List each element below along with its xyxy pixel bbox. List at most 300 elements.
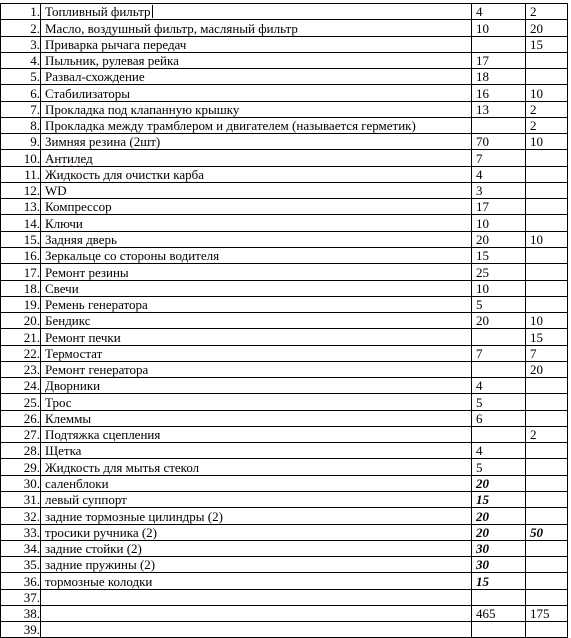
- amount-1-cell[interactable]: [472, 426, 526, 442]
- table-row: [1, 557, 568, 573]
- row-number-cell[interactable]: [1, 182, 41, 198]
- table-row: [1, 540, 568, 556]
- item-name-cell[interactable]: [41, 589, 472, 605]
- row-number: 12.: [23, 183, 40, 199]
- row-number: 2.: [30, 20, 40, 36]
- row-number: 18.: [23, 280, 40, 296]
- item-name-cell[interactable]: [41, 540, 472, 556]
- amount-2-cell[interactable]: [526, 622, 568, 638]
- amount-1: 4: [476, 443, 483, 459]
- row-number-cell[interactable]: [1, 589, 41, 605]
- amount-2-cell[interactable]: [526, 459, 568, 475]
- amount-1: 16: [476, 85, 489, 101]
- amount-1-cell[interactable]: [472, 475, 526, 491]
- item-name-cell[interactable]: [41, 199, 472, 215]
- row-number: 37.: [23, 589, 40, 605]
- table-row: [1, 329, 568, 345]
- item-name: Бендикс: [45, 313, 91, 329]
- item-name-cell[interactable]: [41, 329, 472, 345]
- row-number: 20.: [23, 313, 40, 329]
- row-number: 1.: [30, 4, 40, 20]
- amount-2-cell[interactable]: [526, 150, 568, 166]
- item-name-cell[interactable]: [41, 52, 472, 68]
- item-name: Ремень генератора: [45, 297, 148, 313]
- amount-1: 7: [476, 345, 483, 361]
- item-name: тросики ручника (2): [45, 524, 157, 540]
- row-number: 32.: [23, 508, 40, 524]
- amount-2-cell[interactable]: [526, 426, 568, 442]
- table-row: [1, 199, 568, 215]
- amount-2-cell[interactable]: [526, 540, 568, 556]
- amount-2: 2: [530, 4, 537, 20]
- row-number: 26.: [23, 410, 40, 426]
- amount-2-cell[interactable]: [526, 280, 568, 296]
- table-row: [1, 296, 568, 312]
- amount-1-cell[interactable]: [472, 20, 526, 36]
- item-name: саленблоки: [45, 475, 109, 491]
- row-number: 36.: [23, 573, 40, 589]
- amount-2: 20: [530, 20, 543, 36]
- amount-1-cell[interactable]: [472, 410, 526, 426]
- row-number: 39.: [23, 622, 40, 638]
- amount-2-cell[interactable]: [526, 524, 568, 540]
- row-number-cell[interactable]: [1, 345, 41, 361]
- amount-1-cell[interactable]: [472, 134, 526, 150]
- item-name-cell[interactable]: [41, 231, 472, 247]
- amount-1-cell[interactable]: [472, 231, 526, 247]
- amount-2-cell[interactable]: [526, 231, 568, 247]
- row-number-cell[interactable]: [1, 4, 41, 20]
- item-name-cell[interactable]: [41, 36, 472, 52]
- item-name-cell[interactable]: [41, 69, 472, 85]
- amount-1: 15: [476, 492, 489, 508]
- item-name: WD: [45, 183, 67, 199]
- item-name-cell[interactable]: [41, 20, 472, 36]
- table-row: [1, 247, 568, 263]
- row-number-cell[interactable]: [1, 508, 41, 524]
- amount-2-cell[interactable]: [526, 345, 568, 361]
- row-number: 31.: [23, 492, 40, 508]
- amount-1: 15: [476, 573, 489, 589]
- table-body: [1, 4, 568, 638]
- item-name: Приварка рычага передач: [45, 36, 187, 52]
- row-number-cell[interactable]: [1, 605, 41, 621]
- item-name: Жидкость для очистки карба: [45, 166, 205, 182]
- item-name: Задняя дверь: [45, 231, 117, 247]
- row-number-cell[interactable]: [1, 557, 41, 573]
- row-number-cell[interactable]: [1, 280, 41, 296]
- amount-2-cell[interactable]: [526, 589, 568, 605]
- amount-2: 2: [530, 427, 537, 443]
- amount-1-cell[interactable]: [472, 394, 526, 410]
- amount-1: 465: [476, 606, 496, 622]
- table-row: [1, 475, 568, 491]
- item-name-cell[interactable]: [41, 557, 472, 573]
- item-name: Ключи: [45, 215, 83, 231]
- text-cursor: [152, 5, 153, 18]
- row-number-cell[interactable]: [1, 117, 41, 133]
- amount-2-cell[interactable]: [526, 378, 568, 394]
- table-row: [1, 410, 568, 426]
- row-number-cell[interactable]: [1, 459, 41, 475]
- amount-1-cell[interactable]: [472, 313, 526, 329]
- table-row: [1, 459, 568, 475]
- row-number: 15.: [23, 231, 40, 247]
- amount-1: 15: [476, 248, 489, 264]
- amount-2-cell[interactable]: [526, 443, 568, 459]
- amount-2-cell[interactable]: [526, 508, 568, 524]
- item-name: Стабилизаторы: [45, 85, 130, 101]
- item-name-cell[interactable]: [41, 605, 472, 621]
- amount-1-cell[interactable]: [472, 540, 526, 556]
- amount-1: 3: [476, 183, 483, 199]
- item-name: Ремонт резины: [45, 264, 129, 280]
- amount-1-cell[interactable]: [472, 345, 526, 361]
- amount-2-cell[interactable]: [526, 36, 568, 52]
- row-number-cell[interactable]: [1, 69, 41, 85]
- row-number-cell[interactable]: [1, 443, 41, 459]
- amount-1: 4: [476, 378, 483, 394]
- amount-1: 20: [476, 524, 489, 540]
- table-row: [1, 524, 568, 540]
- item-name-cell[interactable]: [41, 345, 472, 361]
- table-row: [1, 280, 568, 296]
- row-number: 11.: [24, 166, 40, 182]
- item-name: Клеммы: [45, 410, 92, 426]
- item-name-cell[interactable]: [41, 296, 472, 312]
- amount-2-cell[interactable]: [526, 134, 568, 150]
- amount-1-cell[interactable]: [472, 459, 526, 475]
- amount-2-cell[interactable]: [526, 52, 568, 68]
- item-name: задние тормозные цилиндры (2): [45, 508, 223, 524]
- item-name-cell[interactable]: [41, 4, 472, 20]
- amount-2: 2: [530, 101, 537, 117]
- amount-2-cell[interactable]: [526, 296, 568, 312]
- item-name-cell[interactable]: [41, 491, 472, 507]
- row-number: 17.: [23, 264, 40, 280]
- amount-2-cell[interactable]: [526, 247, 568, 263]
- amount-2-cell[interactable]: [526, 101, 568, 117]
- row-number-cell[interactable]: [1, 524, 41, 540]
- row-number: 25.: [23, 394, 40, 410]
- row-number: 4.: [30, 53, 40, 69]
- item-name-cell[interactable]: [41, 443, 472, 459]
- amount-1-cell[interactable]: [472, 524, 526, 540]
- item-name-cell[interactable]: [41, 410, 472, 426]
- amount-1-cell[interactable]: [472, 150, 526, 166]
- item-name-cell[interactable]: [41, 182, 472, 198]
- item-name-cell[interactable]: [41, 247, 472, 263]
- table-row: [1, 20, 568, 36]
- amount-2: 15: [530, 329, 543, 345]
- amount-1-cell[interactable]: [472, 280, 526, 296]
- item-name-cell[interactable]: [41, 573, 472, 589]
- row-number: 9.: [30, 134, 40, 150]
- row-number-cell[interactable]: [1, 426, 41, 442]
- amount-1: 5: [476, 297, 483, 313]
- amount-1-cell[interactable]: [472, 182, 526, 198]
- amount-2: 15: [530, 36, 543, 52]
- amount-2: 2: [530, 118, 537, 134]
- amount-2-cell[interactable]: [526, 215, 568, 231]
- row-number-cell[interactable]: [1, 410, 41, 426]
- row-number-cell[interactable]: [1, 475, 41, 491]
- item-name-cell[interactable]: [41, 85, 472, 101]
- amount-2: 20: [530, 362, 543, 378]
- table-row: [1, 313, 568, 329]
- item-name: Развал-схождение: [45, 69, 145, 85]
- row-number: 28.: [23, 443, 40, 459]
- row-number-cell[interactable]: [1, 540, 41, 556]
- amount-2-cell[interactable]: [526, 573, 568, 589]
- item-name-cell[interactable]: [41, 313, 472, 329]
- item-name: тормозные колодки: [45, 573, 153, 589]
- amount-1: 70: [476, 134, 489, 150]
- row-number-cell[interactable]: [1, 394, 41, 410]
- item-name: левый суппорт: [45, 492, 127, 508]
- row-number-cell[interactable]: [1, 491, 41, 507]
- table-row: [1, 231, 568, 247]
- amount-1: 6: [476, 410, 483, 426]
- item-name-cell[interactable]: [41, 264, 472, 280]
- amount-2-cell[interactable]: [526, 166, 568, 182]
- table-row: [1, 491, 568, 507]
- amount-2-cell[interactable]: [526, 491, 568, 507]
- row-number-cell[interactable]: [1, 85, 41, 101]
- item-name: Жидкость для мытья стекол: [45, 459, 200, 475]
- item-name-cell[interactable]: [41, 101, 472, 117]
- row-number-cell[interactable]: [1, 134, 41, 150]
- amount-2-cell[interactable]: [526, 69, 568, 85]
- item-name: Масло, воздушный фильтр, масляный фильтр: [45, 20, 298, 36]
- amount-1-cell[interactable]: [472, 199, 526, 215]
- amount-1-cell[interactable]: [472, 329, 526, 345]
- table-row: [1, 573, 568, 589]
- item-name-cell[interactable]: [41, 280, 472, 296]
- row-number: 16.: [23, 248, 40, 264]
- item-name: Ремонт печки: [45, 329, 121, 345]
- amount-1-cell[interactable]: [472, 605, 526, 621]
- amount-2: 10: [530, 231, 543, 247]
- row-number-cell[interactable]: [1, 36, 41, 52]
- amount-1: 4: [476, 4, 483, 20]
- table-row: [1, 605, 568, 621]
- row-number: 10.: [23, 150, 40, 166]
- row-number: 6.: [30, 85, 40, 101]
- table-row: [1, 101, 568, 117]
- item-name: задние стойки (2): [45, 541, 142, 557]
- item-name-cell[interactable]: [41, 166, 472, 182]
- row-number-cell[interactable]: [1, 329, 41, 345]
- row-number-cell[interactable]: [1, 52, 41, 68]
- item-name: Топливный фильтр: [45, 4, 151, 20]
- amount-2: 10: [530, 313, 543, 329]
- row-number-cell[interactable]: [1, 622, 41, 638]
- amount-1: 20: [476, 508, 489, 524]
- row-number: 33.: [23, 524, 40, 540]
- table-row: [1, 182, 568, 198]
- amount-2-cell[interactable]: [526, 117, 568, 133]
- row-number: 24.: [23, 378, 40, 394]
- amount-2-cell[interactable]: [526, 182, 568, 198]
- row-number: 7.: [30, 101, 40, 117]
- amount-2: 7: [530, 345, 537, 361]
- row-number: 3.: [30, 36, 40, 52]
- item-name-cell[interactable]: [41, 378, 472, 394]
- amount-2-cell[interactable]: [526, 199, 568, 215]
- amount-1-cell[interactable]: [472, 296, 526, 312]
- table-row: [1, 622, 568, 638]
- amount-1-cell[interactable]: [472, 166, 526, 182]
- amount-2: 175: [530, 606, 550, 622]
- table-row: [1, 394, 568, 410]
- amount-1: 17: [476, 199, 489, 215]
- row-number: 38.: [23, 606, 40, 622]
- amount-1-cell[interactable]: [472, 69, 526, 85]
- item-name-cell[interactable]: [41, 426, 472, 442]
- item-name: Прокладка между трамблером и двигателем (называется герметик): [45, 118, 416, 134]
- amount-2-cell[interactable]: [526, 361, 568, 377]
- item-name: Антилед: [45, 150, 93, 166]
- amount-1-cell[interactable]: [472, 622, 526, 638]
- item-name: Зимняя резина (2шт): [45, 134, 161, 150]
- amount-1-cell[interactable]: [472, 85, 526, 101]
- row-number-cell[interactable]: [1, 101, 41, 117]
- amount-2-cell[interactable]: [526, 557, 568, 573]
- item-name: Щетка: [45, 443, 82, 459]
- amount-1: 25: [476, 264, 489, 280]
- amount-1: 20: [476, 313, 489, 329]
- amount-1-cell[interactable]: [472, 36, 526, 52]
- table-row: [1, 85, 568, 101]
- table-row: [1, 134, 568, 150]
- amount-1-cell[interactable]: [472, 361, 526, 377]
- table-row: [1, 52, 568, 68]
- row-number-cell[interactable]: [1, 231, 41, 247]
- amount-2-cell[interactable]: [526, 4, 568, 20]
- row-number-cell[interactable]: [1, 247, 41, 263]
- item-name-cell[interactable]: [41, 361, 472, 377]
- row-number: 34.: [23, 541, 40, 557]
- item-name-cell[interactable]: [41, 117, 472, 133]
- item-name: Дворники: [45, 378, 101, 394]
- row-number-cell[interactable]: [1, 361, 41, 377]
- amount-1-cell[interactable]: [472, 215, 526, 231]
- amount-1: 5: [476, 459, 483, 475]
- item-name-cell[interactable]: [41, 134, 472, 150]
- amount-1: 4: [476, 166, 483, 182]
- item-name-cell[interactable]: [41, 622, 472, 638]
- row-number: 19.: [23, 297, 40, 313]
- amount-1-cell[interactable]: [472, 101, 526, 117]
- row-number-cell[interactable]: [1, 573, 41, 589]
- item-name: Компрессор: [45, 199, 112, 215]
- amount-1-cell[interactable]: [472, 247, 526, 263]
- row-number: 14.: [23, 215, 40, 231]
- row-number: 35.: [23, 557, 40, 573]
- item-name: Термостат: [45, 345, 103, 361]
- table-row: [1, 117, 568, 133]
- row-number: 13.: [23, 199, 40, 215]
- item-name-cell[interactable]: [41, 508, 472, 524]
- amount-1-cell[interactable]: [472, 52, 526, 68]
- row-number-cell[interactable]: [1, 215, 41, 231]
- amount-2-cell[interactable]: [526, 20, 568, 36]
- item-name-cell[interactable]: [41, 150, 472, 166]
- amount-2: 10: [530, 134, 543, 150]
- row-number-cell[interactable]: [1, 264, 41, 280]
- item-name: Подтяжка сцепления: [45, 427, 161, 443]
- row-number-cell[interactable]: [1, 150, 41, 166]
- amount-1: 20: [476, 475, 489, 491]
- row-number-cell[interactable]: [1, 20, 41, 36]
- amount-2: 10: [530, 85, 543, 101]
- amount-2-cell[interactable]: [526, 605, 568, 621]
- row-number-cell[interactable]: [1, 166, 41, 182]
- table-row: [1, 345, 568, 361]
- amount-1-cell[interactable]: [472, 491, 526, 507]
- row-number-cell[interactable]: [1, 296, 41, 312]
- amount-2-cell[interactable]: [526, 264, 568, 280]
- amount-1-cell[interactable]: [472, 4, 526, 20]
- amount-2-cell[interactable]: [526, 329, 568, 345]
- table-row: [1, 589, 568, 605]
- amount-1: 5: [476, 394, 483, 410]
- amount-1: 10: [476, 20, 489, 36]
- row-number: 27.: [23, 427, 40, 443]
- amount-1-cell[interactable]: [472, 117, 526, 133]
- item-name-cell[interactable]: [41, 475, 472, 491]
- amount-1: 10: [476, 280, 489, 296]
- amount-1-cell[interactable]: [472, 443, 526, 459]
- amount-1: 20: [476, 231, 489, 247]
- item-name-cell[interactable]: [41, 524, 472, 540]
- item-name-cell[interactable]: [41, 459, 472, 475]
- amount-1: 10: [476, 215, 489, 231]
- expense-table: [0, 3, 568, 638]
- amount-1-cell[interactable]: [472, 508, 526, 524]
- amount-2-cell[interactable]: [526, 394, 568, 410]
- item-name: задние пружины (2): [45, 557, 156, 573]
- amount-1-cell[interactable]: [472, 557, 526, 573]
- row-number: 30.: [23, 475, 40, 491]
- table-row: [1, 361, 568, 377]
- row-number: 29.: [23, 459, 40, 475]
- item-name-cell[interactable]: [41, 215, 472, 231]
- table-row: [1, 4, 568, 20]
- amount-2-cell[interactable]: [526, 313, 568, 329]
- row-number-cell[interactable]: [1, 313, 41, 329]
- row-number-cell[interactable]: [1, 199, 41, 215]
- table-row: [1, 215, 568, 231]
- row-number: 5.: [30, 69, 40, 85]
- amount-1-cell[interactable]: [472, 573, 526, 589]
- amount-1-cell[interactable]: [472, 264, 526, 280]
- amount-1: 17: [476, 53, 489, 69]
- amount-1-cell[interactable]: [472, 378, 526, 394]
- amount-1: 7: [476, 150, 483, 166]
- item-name: Трос: [45, 394, 72, 410]
- item-name-cell[interactable]: [41, 394, 472, 410]
- table-row: [1, 166, 568, 182]
- amount-2-cell[interactable]: [526, 475, 568, 491]
- amount-2-cell[interactable]: [526, 85, 568, 101]
- table-row: [1, 508, 568, 524]
- table-row: [1, 443, 568, 459]
- row-number-cell[interactable]: [1, 378, 41, 394]
- amount-1-cell[interactable]: [472, 589, 526, 605]
- amount-2-cell[interactable]: [526, 410, 568, 426]
